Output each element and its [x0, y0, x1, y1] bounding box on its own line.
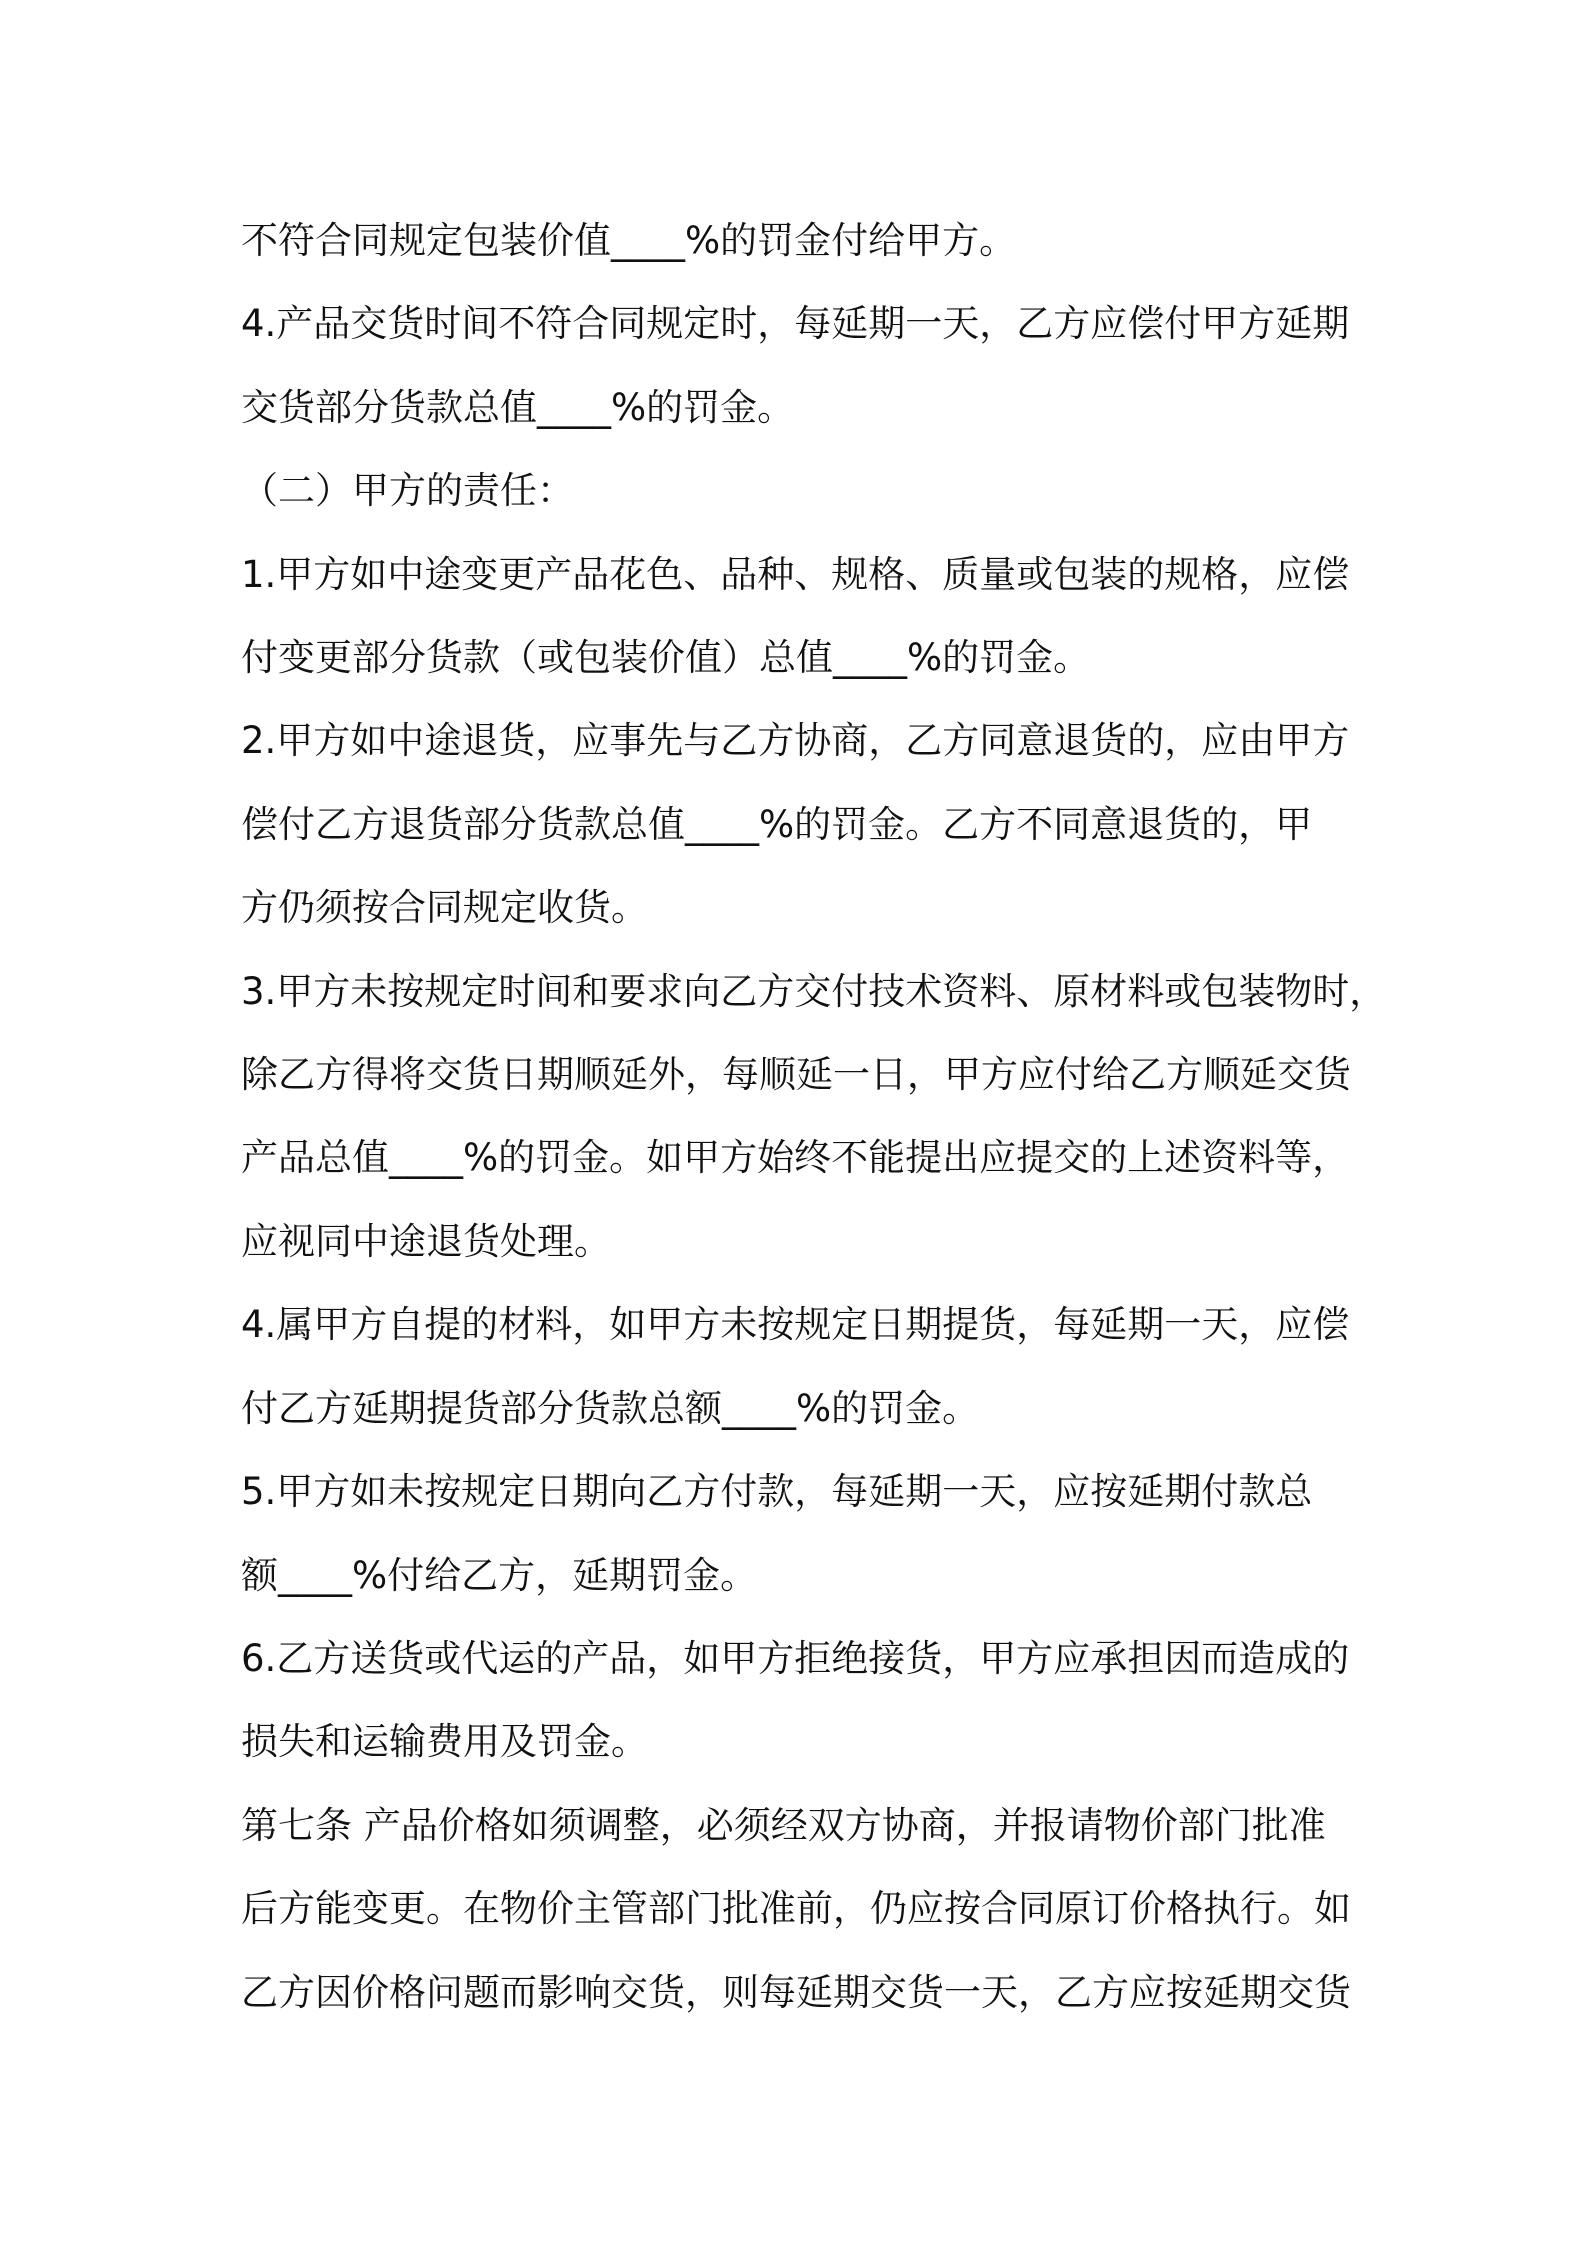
section-heading: （二）甲方的责任：	[241, 469, 574, 513]
text-line: 3.甲方未按规定时间和要求向乙方交付技术资料、原材料或包装物时，	[241, 969, 1387, 1013]
text-line: 4.产品交货时间不符合同规定时，每延期一天，乙方应偿付甲方延期	[241, 302, 1350, 346]
text-line: 1.甲方如中途变更产品花色、品种、规格、质量或包装的规格，应偿	[241, 552, 1350, 596]
text-line: 5.甲方如未按规定日期向乙方付款，每延期一天，应按延期付款总	[241, 1470, 1313, 1514]
text-line: 2.甲方如中途退货，应事先与乙方协商，乙方同意退货的，应由甲方	[241, 719, 1350, 763]
text-line: 乙方因价格问题而影响交货，则每延期交货一天，乙方应按延期交货	[241, 1970, 1351, 2014]
text-line: 损失和运输费用及罚金。	[241, 1720, 648, 1764]
text-line: 交货部分货款总值____%的罚金。	[241, 385, 795, 429]
text-line: 应视同中途退货处理。	[241, 1219, 611, 1263]
text-line: 额____%付给乙方，延期罚金。	[241, 1553, 758, 1597]
text-line: 付变更部分货款（或包装价值）总值____%的罚金。	[241, 636, 1091, 680]
text-line: 除乙方得将交货日期顺延外，每顺延一日，甲方应付给乙方顺延交货	[241, 1053, 1351, 1097]
text-line: 4.属甲方自提的材料，如甲方未按规定日期提货，每延期一天，应偿	[241, 1303, 1350, 1347]
text-line: 付乙方延期提货部分货款总额____%的罚金。	[241, 1386, 980, 1430]
text-line: 产品总值____%的罚金。如甲方始终不能提出应提交的上述资料等，	[241, 1136, 1350, 1180]
document-body	[241, 199, 1387, 2034]
text-line: 不符合同规定包装价值____%的罚金付给甲方。	[241, 219, 1017, 262]
article-line: 第七条 产品价格如须调整，必须经双方协商，并报请物价部门批准	[241, 1803, 1326, 1847]
text-line: 方仍须按合同规定收货。	[241, 886, 648, 930]
text-line: 偿付乙方退货部分货款总值____%的罚金。乙方不同意退货的，甲	[241, 802, 1313, 846]
text-line: 后方能变更。在物价主管部门批准前，仍应按合同原订价格执行。如	[241, 1887, 1351, 1931]
text-line: 6.乙方送货或代运的产品，如甲方拒绝接货，甲方应承担因而造成的	[241, 1636, 1350, 1680]
